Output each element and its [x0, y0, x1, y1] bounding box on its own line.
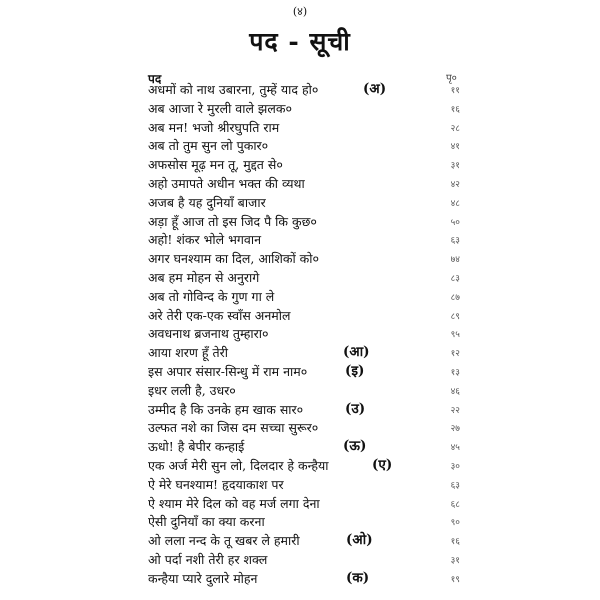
entry-page-number: २७ [450, 424, 460, 435]
entry-title: ऐ मेरे घनश्याम! हृदयाकाश पर [148, 476, 284, 492]
entry-page-number: ३१ [450, 161, 460, 172]
entry-page-number: १६ [450, 104, 460, 115]
entry-page-number: ३१ [450, 555, 460, 566]
entry-page-number: १३ [450, 367, 460, 378]
entry-page-number: ७४ [450, 255, 460, 266]
entry-title: अब हम मोहन से अनुरागे [148, 269, 260, 285]
entry-page-number: २८ [450, 123, 460, 134]
entry-page-number: ८७ [450, 292, 460, 303]
entry-page-number: ९५ [450, 330, 460, 341]
entry-title: अब आजा रे मुरली वाले झलक० [148, 100, 292, 116]
entry-page-number: ४२ [450, 179, 460, 190]
entry-title: उम्मीद है कि उनके हम खाक सार० [148, 401, 304, 417]
section-letter: (आ) [343, 344, 370, 361]
entry-page-number: २२ [450, 405, 460, 416]
entry-title: अफसोस मूढ़ मन तू, मुद्दत से० [148, 157, 283, 173]
entry-page-number: ६३ [450, 236, 460, 247]
list-item [0, 380, 600, 399]
list-item [0, 436, 600, 455]
list-item [0, 323, 600, 342]
list-item [0, 267, 600, 286]
entry-page-number: ३० [450, 461, 460, 472]
entry-page-number: १६ [450, 537, 460, 548]
section-letter: (अ) [363, 81, 387, 97]
entry-page-number: ८३ [450, 273, 460, 284]
page-title: पद - सूची [249, 27, 351, 56]
entry-title: ओ लला नन्द के तू खबर ले हमारी [148, 533, 300, 549]
entry-page-number: ९० [450, 518, 460, 529]
entry-title: अब मन! भजो श्रीरघुपति राम [148, 119, 280, 135]
column-header: पद [148, 72, 162, 86]
entry-page-number: ४१ [450, 142, 460, 153]
entry-page-number: ४६ [450, 386, 460, 397]
list-item [0, 229, 600, 248]
list-item [0, 361, 600, 380]
section-letter: (ऊ) [343, 438, 367, 455]
list-item [0, 530, 600, 549]
list-item [0, 417, 600, 436]
list-item [0, 211, 600, 230]
entry-title: अहो उमापते अधीन भक्त की व्यथा [148, 175, 305, 191]
list-item [0, 98, 600, 117]
list-item [0, 399, 600, 418]
list-item [0, 135, 600, 154]
entry-title: अड़ा हूँ आज तो इस जिद पै कि कुछ० [148, 213, 317, 229]
list-item [0, 549, 600, 568]
list-item [0, 342, 600, 361]
entry-title: ऐ श्याम मेरे दिल को वह मर्ज लगा देना [148, 495, 320, 511]
section-letter: (उ) [345, 400, 366, 417]
list-item [0, 117, 600, 136]
entry-title: उल्फत नशे का जिस दम सच्चा सुरूर० [148, 420, 319, 436]
section-letter: (क) [346, 569, 370, 586]
entry-title: आया शरण हूँ तेरी [148, 345, 228, 361]
list-item [0, 192, 600, 211]
entry-page-number: ४८ [450, 198, 460, 209]
entry-title: इधर लली है, उधर० [148, 382, 236, 398]
entry-title: एक अर्ज मेरी सुन लो, दिलदार हे कन्हैया [148, 457, 329, 473]
entry-title: अब तो तुम सुन लो पुकार० [148, 138, 269, 154]
entry-page-number: ११ [450, 86, 460, 96]
entry-page-number: १२ [450, 349, 460, 360]
list-item [0, 455, 600, 474]
entry-title: अगर घनश्याम का दिल, आशिकों को० [148, 251, 320, 267]
list-item [0, 568, 600, 587]
list-item [0, 493, 600, 512]
entry-title: कन्हैया प्यारे दुलारे मोहन [148, 570, 258, 586]
entry-title: अजब है यह दुनियाँ बाजार [148, 194, 266, 210]
entry-title: अब तो गोविन्द के गुण गा ले [148, 288, 275, 304]
section-letter: (ओ) [346, 532, 373, 549]
entry-page-number: ४५ [450, 443, 460, 454]
entry-page-number: ६३ [450, 480, 460, 491]
entry-page-number: ५० [450, 217, 460, 228]
section-letter: (ए) [372, 456, 393, 473]
entry-title: ऊधो! है बेपीर कन्हाई [148, 439, 245, 455]
page-number: (४) [292, 5, 308, 18]
entry-page-number: १९ [450, 574, 460, 585]
entry-page-number: ८९ [450, 311, 460, 322]
list-item [0, 79, 600, 98]
entry-title: ओ पर्दा नशी तेरी हर शक्ल [148, 551, 268, 567]
list-item [0, 173, 600, 192]
list-item [0, 154, 600, 173]
entry-title: अरे तेरी एक-एक स्वाँस अनमोल [148, 307, 291, 323]
list-item [0, 248, 600, 267]
entry-title: इस अपार संसार-सिन्धु में राम नाम० [148, 363, 308, 379]
entry-title: अवधनाथ ब्रजनाथ तुम्हारा० [148, 326, 269, 342]
entry-title: अहो! शंकर भोले भगवान [148, 232, 262, 248]
list-item [0, 474, 600, 493]
list-item [0, 286, 600, 305]
entry-page-number: ६८ [450, 499, 460, 510]
entry-title: अधमों को नाथ उबारना, तुम्हें याद हो० [148, 82, 319, 97]
page-column-header: पृ० [446, 73, 457, 84]
entry-title: ऐसी दुनियाँ का क्या करना [148, 514, 265, 530]
index-list [0, 79, 600, 587]
section-letter: (इ) [345, 362, 365, 379]
list-item [0, 511, 600, 530]
list-item [0, 305, 600, 324]
